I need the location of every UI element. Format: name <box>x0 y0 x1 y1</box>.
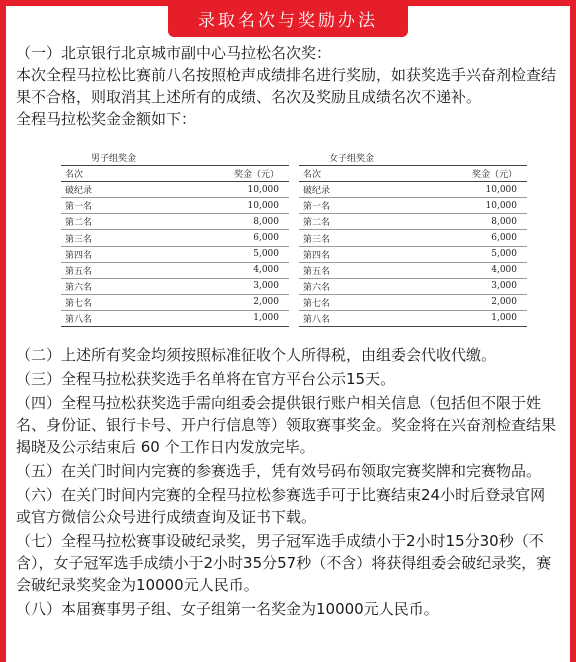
table-row <box>61 294 289 310</box>
rank-cell: 第一名 <box>61 198 155 214</box>
prize-cell: 6,000 <box>393 230 527 246</box>
prize-cell: 2,000 <box>155 294 289 310</box>
rules-list <box>16 344 556 622</box>
prize-cell: 5,000 <box>155 246 289 262</box>
prize-cell: 6,000 <box>155 230 289 246</box>
men-prize-table <box>61 150 289 327</box>
table-row <box>61 310 289 326</box>
rank-cell: 第五名 <box>299 262 393 278</box>
rank-cell: 破纪录 <box>61 182 155 198</box>
table-row <box>61 214 289 230</box>
rule-paragraph: （六）在关门时间内完赛的全程马拉松参赛选手可于比赛结束24小时后登录官网或官方微信公众号进行成绩查询及证书下载。 <box>16 486 546 526</box>
left-border <box>0 0 6 662</box>
rank-cell: 第六名 <box>299 278 393 294</box>
table-row <box>61 278 289 294</box>
rank-cell: 第八名 <box>61 310 155 326</box>
table-row <box>299 262 527 278</box>
women-prize-table <box>299 150 527 327</box>
prize-cell: 8,000 <box>393 214 527 230</box>
rank-cell: 第七名 <box>299 294 393 310</box>
section-one <box>16 42 556 130</box>
prize-cell: 5,000 <box>393 246 527 262</box>
right-border <box>570 0 576 662</box>
men-table-caption: 男子组奖金 <box>61 150 289 166</box>
men-header-rank: 名次 <box>61 166 155 182</box>
women-header-prize: 奖金（元） <box>393 166 527 182</box>
table-row <box>61 182 289 198</box>
prize-cell: 1,000 <box>393 310 527 326</box>
table-row <box>61 246 289 262</box>
table-row <box>299 214 527 230</box>
prize-cell: 2,000 <box>393 294 527 310</box>
prize-cell: 8,000 <box>155 214 289 230</box>
rank-cell: 第五名 <box>61 262 155 278</box>
rule-paragraph: （七）全程马拉松赛事设破纪录奖，男子冠军选手成绩小于2小时15分30秒（不含），女子冠军选手成绩小于2小时35分57秒（不含）将获得组委会破纪录奖，赛会破纪录奖奖金为10000元人民币。 <box>16 532 552 594</box>
prize-cell: 3,000 <box>393 278 527 294</box>
rank-cell: 第四名 <box>61 246 155 262</box>
prize-cell: 10,000 <box>393 198 527 214</box>
prize-cell: 10,000 <box>155 182 289 198</box>
rank-cell: 第二名 <box>61 214 155 230</box>
table-row <box>299 246 527 262</box>
table-row <box>299 230 527 246</box>
prize-cell: 3,000 <box>155 278 289 294</box>
rule-paragraph: （三）全程马拉松获奖选手名单将在官方平台公示15天。 <box>16 370 396 388</box>
prize-tables <box>61 150 533 334</box>
women-header-rank: 名次 <box>299 166 393 182</box>
table-row <box>61 230 289 246</box>
table-row <box>61 198 289 214</box>
rank-cell: 第一名 <box>299 198 393 214</box>
prize-cell: 4,000 <box>155 262 289 278</box>
table-row <box>299 198 527 214</box>
table-intro: 全程马拉松奖金金额如下： <box>16 110 197 128</box>
women-table-caption: 女子组奖金 <box>299 150 527 166</box>
rank-cell: 第八名 <box>299 310 393 326</box>
table-row <box>299 294 527 310</box>
men-header-prize: 奖金（元） <box>155 166 289 182</box>
section-one-heading: （一）北京银行北京城市副中心马拉松名次奖： <box>16 44 332 62</box>
rank-cell: 第三名 <box>299 230 393 246</box>
table-row <box>299 182 527 198</box>
rank-cell: 第四名 <box>299 246 393 262</box>
rule-paragraph: （五）在关门时间内完赛的参赛选手，凭有效号码布领取完赛奖牌和完赛物品。 <box>16 462 542 480</box>
prize-cell: 10,000 <box>155 198 289 214</box>
table-row <box>61 262 289 278</box>
prize-cell: 10,000 <box>393 182 527 198</box>
table-row <box>299 278 527 294</box>
rank-cell: 第七名 <box>61 294 155 310</box>
rank-cell: 第二名 <box>299 214 393 230</box>
rank-cell: 第三名 <box>61 230 155 246</box>
table-row <box>299 310 527 326</box>
section-one-body: 本次全程马拉松比赛前八名按照枪声成绩排名进行奖励，如获奖选手兴奋剂检查结果不合格，则取消其上述所有的成绩、名次及奖励且成绩名次不递补。 <box>16 66 557 106</box>
rule-paragraph: （八）本届赛事男子组、女子组第一名奖金为10000元人民币。 <box>16 600 439 618</box>
prize-cell: 1,000 <box>155 310 289 326</box>
rank-cell: 第六名 <box>61 278 155 294</box>
prize-cell: 4,000 <box>393 262 527 278</box>
rule-paragraph: （二）上述所有奖金均须按照标准征收个人所得税，由组委会代收代缴。 <box>16 346 497 364</box>
section-title: 录取名次与奖励办法 <box>168 5 408 37</box>
rank-cell: 破纪录 <box>299 182 393 198</box>
rule-paragraph: （四）全程马拉松获奖选手需向组委会提供银行账户相关信息（包括但不限于姓名、身份证、银行卡号、开户行信息等）领取赛事奖金。奖金将在兴奋剂检查结果揭晓及公示结束后 60 个工作日内发放完毕。 <box>16 394 557 456</box>
